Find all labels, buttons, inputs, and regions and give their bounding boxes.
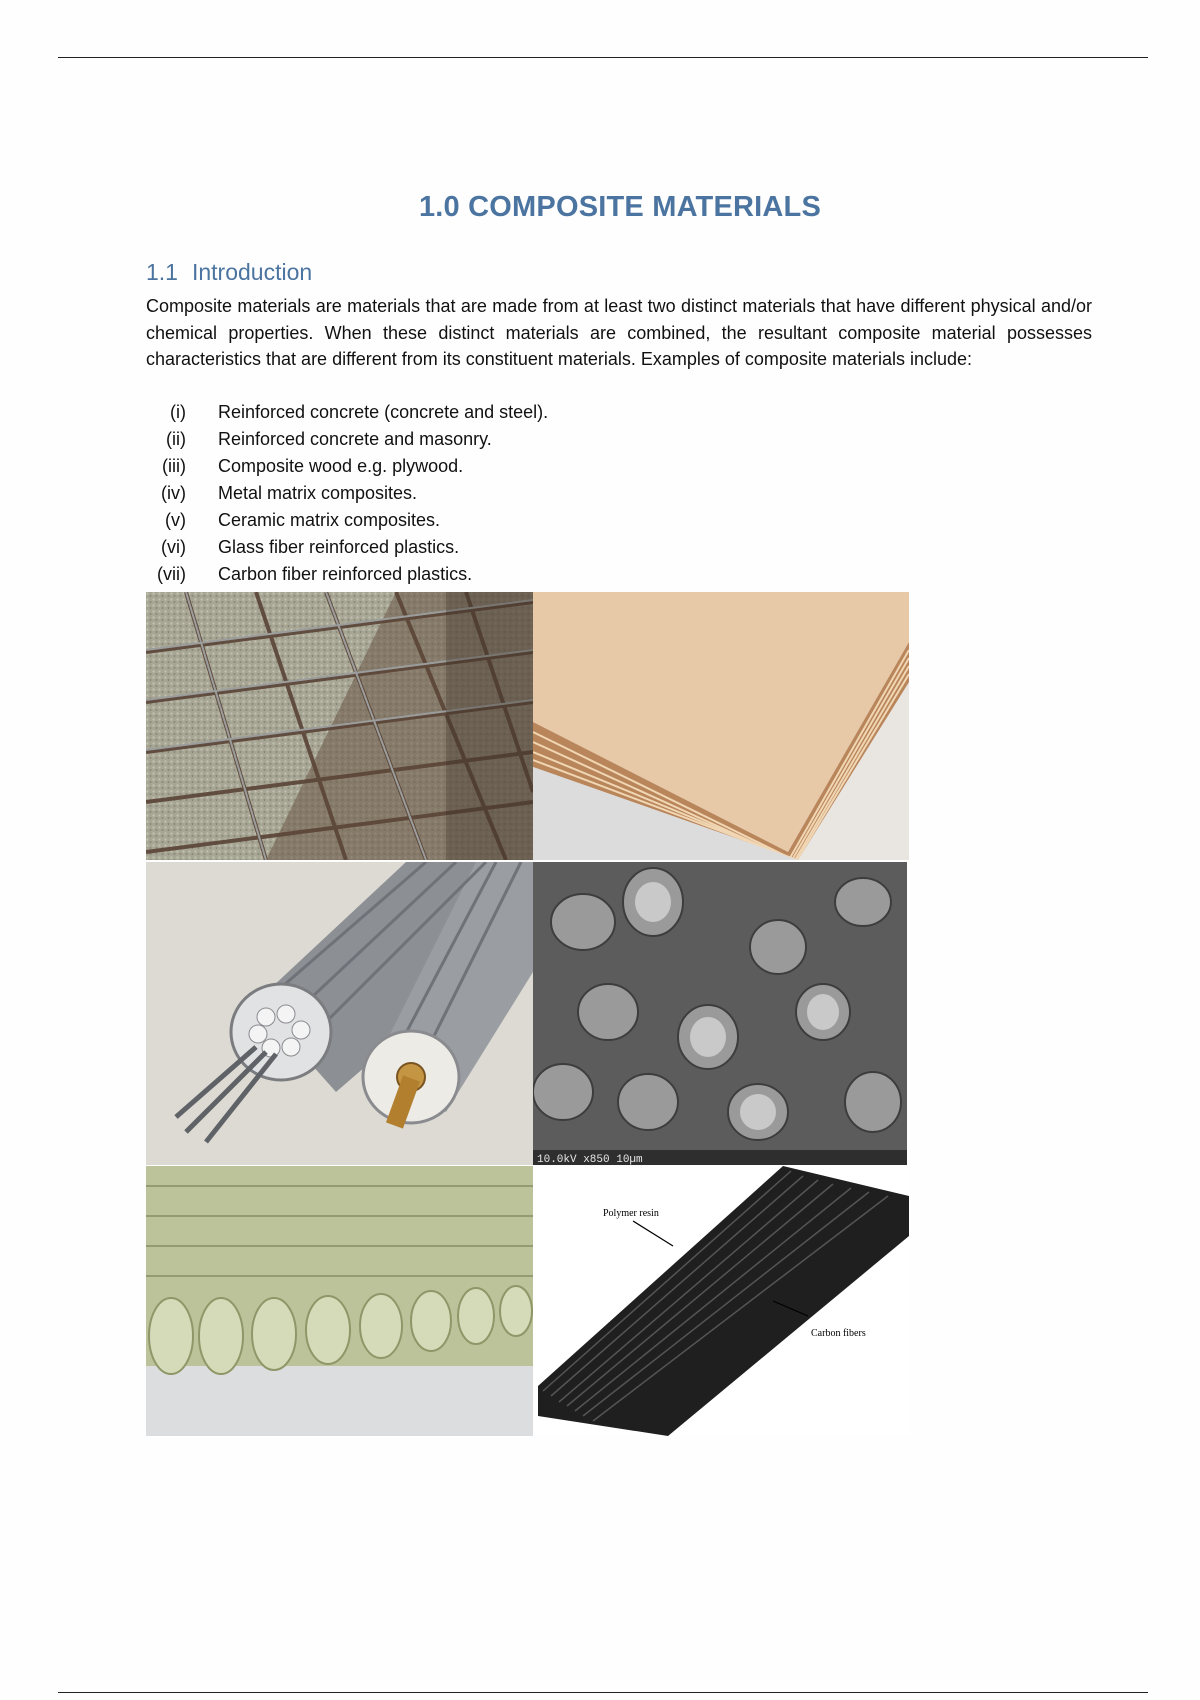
list-item — [146, 534, 1046, 561]
list-item-text: Metal matrix composites. — [218, 483, 418, 503]
list-item — [146, 507, 1046, 534]
cfrp-label-fibers: Carbon fibers — [811, 1328, 866, 1339]
sem-caption: 10.0kV x850 10µm — [537, 1154, 643, 1165]
page-title: 1.0 COMPOSITE MATERIALS — [418, 191, 822, 224]
list-item — [146, 426, 1046, 453]
list-item-text: Composite wood e.g. plywood. — [218, 456, 464, 476]
list-item-text: Glass fiber reinforced plastics. — [218, 537, 460, 557]
section-heading — [146, 259, 312, 286]
list-item-text: Reinforced concrete and masonry. — [218, 429, 492, 449]
list-marker: (iii) — [162, 456, 186, 476]
footer-rule — [58, 1692, 1148, 1693]
list-item-text: Ceramic matrix composites. — [218, 510, 441, 530]
header-rule — [58, 57, 1148, 58]
list-marker: (iv) — [161, 483, 186, 503]
plywood-image — [533, 592, 909, 860]
list-marker: (vii) — [157, 564, 186, 584]
reinforced-concrete-image — [146, 592, 533, 860]
intro-paragraph: Composite materials are materials that are made from at least two distinct materials that have different physical and/or chemical properties. When these distinct materials are combined, the resultant composite material possesses characteristics that are different from its constituent materials. Examples of composite materials include: — [146, 296, 1092, 369]
list-marker: (ii) — [166, 429, 186, 449]
list-item-text: Reinforced concrete (concrete and steel). — [218, 402, 549, 422]
list-marker: (v) — [165, 510, 186, 530]
section-number: 1.1 — [146, 259, 178, 285]
cfrp-label-resin: Polymer resin — [603, 1208, 659, 1219]
list-marker: (vi) — [161, 537, 186, 557]
list-item-text: Carbon fiber reinforced plastics. — [218, 564, 473, 584]
list-item — [146, 399, 1046, 426]
section-title: Introduction — [191, 259, 313, 285]
examples-list — [146, 399, 1046, 588]
carbon-fiber-diagram-image — [533, 1166, 909, 1436]
list-marker: (i) — [170, 402, 186, 422]
list-item — [146, 480, 1046, 507]
list-item — [146, 453, 1046, 480]
metal-matrix-cable-image — [146, 862, 533, 1165]
ceramic-matrix-sem-image — [533, 862, 907, 1165]
glass-fiber-rods-image — [146, 1166, 533, 1436]
list-item — [146, 561, 1046, 588]
